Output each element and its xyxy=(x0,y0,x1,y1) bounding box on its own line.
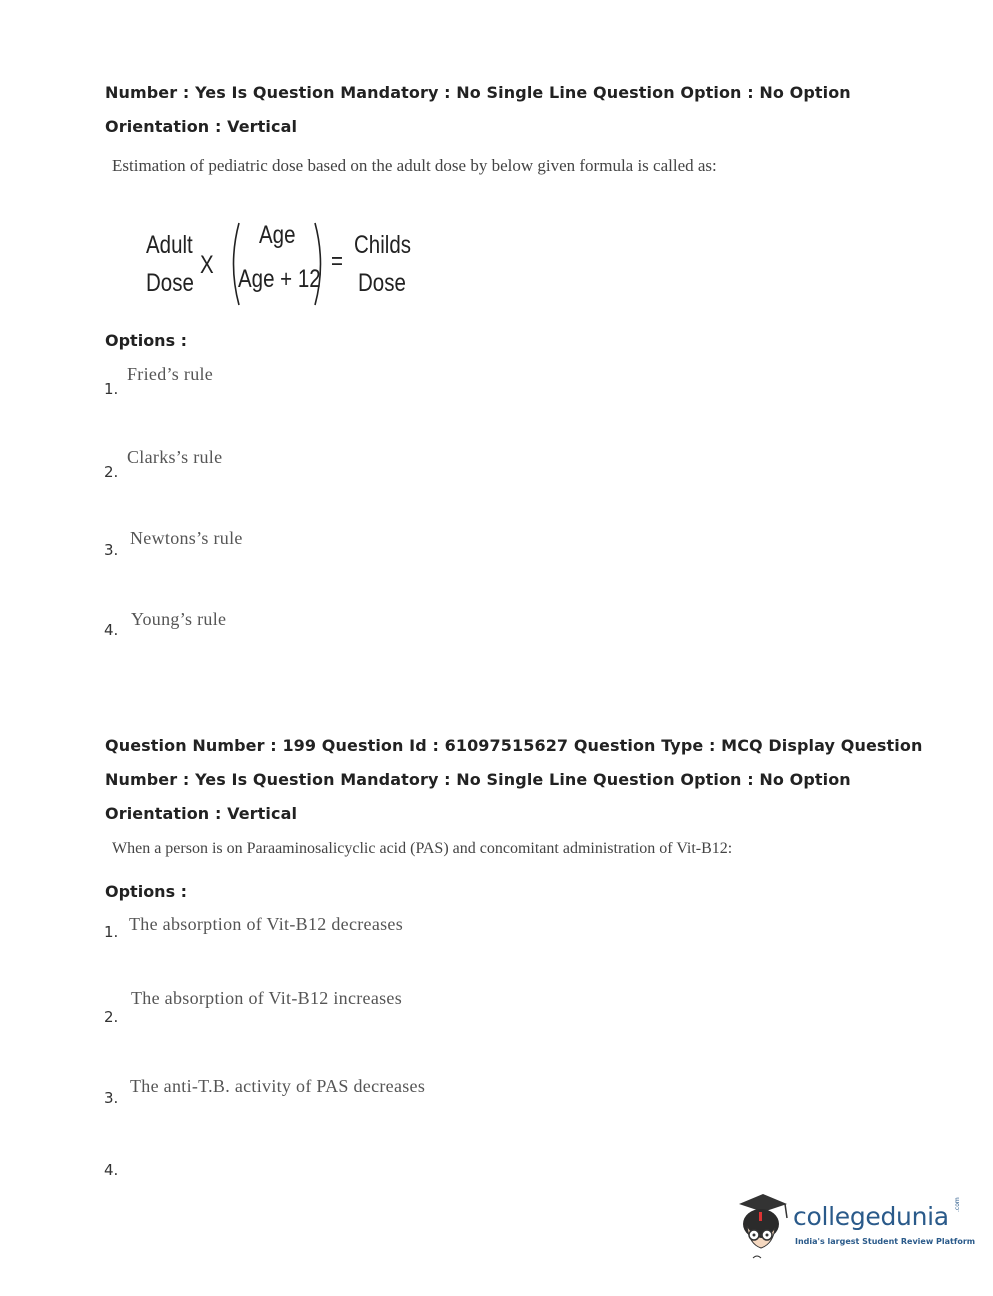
q1-meta-line-2: Orientation : Vertical xyxy=(105,117,298,136)
logo-com-text: .com xyxy=(954,1197,961,1212)
formula-childs: Childs xyxy=(354,231,411,259)
q2-meta-line-3: Orientation : Vertical xyxy=(105,804,298,823)
option-text: Newtons’s rule xyxy=(130,528,243,548)
q2-meta-line-1: Question Number : 199 Question Id : 61097515627 Question Type : MCQ Display Question xyxy=(105,736,923,755)
option-number: 3. xyxy=(104,541,119,559)
option-text: Fried’s rule xyxy=(127,364,214,384)
mascot-icon xyxy=(735,1190,795,1260)
formula-dose: Dose xyxy=(146,269,194,297)
option-number: 1. xyxy=(104,380,119,398)
option-text: Young’s rule xyxy=(131,609,227,629)
option-text: The absorption of Vit-B12 decreases xyxy=(129,914,404,934)
q2-options-label: Options : xyxy=(105,882,188,901)
formula-left-paren xyxy=(226,221,242,307)
formula-equals: = xyxy=(331,247,343,275)
formula-times: X xyxy=(200,251,214,279)
formula-dose-2: Dose xyxy=(358,269,406,297)
q1-meta-line-1: Number : Yes Is Question Mandatory : No Single Line Question Option : No Option xyxy=(105,83,851,102)
q1-options-label: Options : xyxy=(105,331,188,350)
logo-tagline: India's largest Student Review Platform xyxy=(795,1237,976,1246)
option-number: 2. xyxy=(104,463,119,481)
collegedunia-logo xyxy=(735,1190,976,1260)
logo-brand-text: collegedunia xyxy=(793,1202,949,1231)
formula-right-paren xyxy=(312,221,328,307)
formula-age-plus-12: Age + 12 xyxy=(238,265,321,293)
option-number: 2. xyxy=(104,1008,119,1026)
option-text: The anti-T.B. activity of PAS decreases xyxy=(130,1076,426,1096)
formula-adult: Adult xyxy=(146,231,193,259)
pediatric-dose-formula xyxy=(140,215,420,315)
q1-question-text: Estimation of pediatric dose based on the adult dose by below given formula is called as: xyxy=(112,156,717,175)
q2-meta-line-2: Number : Yes Is Question Mandatory : No Single Line Question Option : No Option xyxy=(105,770,851,789)
option-number: 1. xyxy=(104,923,119,941)
option-number: 4. xyxy=(104,621,119,639)
option-number: 3. xyxy=(104,1089,119,1107)
option-text: Clarks’s rule xyxy=(127,447,223,467)
formula-age: Age xyxy=(259,221,296,249)
q2-question-text: When a person is on Paraaminosalicyclic acid (PAS) and concomitant administration of Vit-B12: xyxy=(112,840,733,857)
option-text: The absorption of Vit-B12 increases xyxy=(131,988,403,1008)
option-number: 4. xyxy=(104,1161,119,1179)
